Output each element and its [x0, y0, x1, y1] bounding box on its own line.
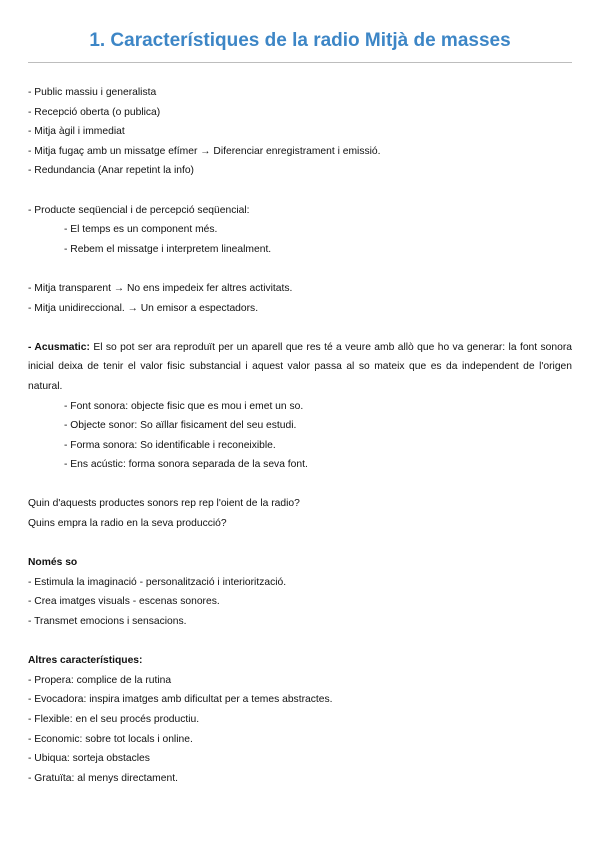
list-item: - Mitja àgil i immediat	[28, 126, 125, 138]
list-item: - Propera: complice de la rutina	[28, 674, 172, 686]
list-item: - Forma sonora: So identificable i reconeixible.	[64, 439, 276, 451]
list-item: - Ubiqua: sorteja obstacles	[28, 753, 150, 765]
acusmatic-text: El so pot ser ara reproduït per un aparell que res té a veure amb allò que ho va generar: la font sonora inicial deixa de tenir el valor fisic substancial i aquest valor passa al so mateix que es da independent de l'origen natural.	[28, 341, 573, 392]
list-item: - Transmet emocions i sensacions.	[28, 616, 187, 628]
list-item: - Gratuïta: al menys directament.	[28, 772, 178, 784]
document-body	[28, 63, 572, 788]
list-item: - El temps es un component més.	[64, 224, 218, 236]
list-item: - Estimula la imaginació - personalització i interiorització.	[28, 576, 287, 588]
list-item: - Objecte sonor: So aïllar fisicament del seu estudi.	[64, 420, 297, 432]
spacer	[28, 475, 572, 495]
acusmatic-label: - Acusmatic:	[28, 341, 90, 353]
intro-list	[28, 83, 572, 181]
altres-section	[28, 651, 572, 788]
list-item: - Mitja fugaç amb un missatge efímer → Diferenciar enregistrament i emissió.	[28, 145, 381, 157]
list-item: - Economic: sobre tot locals i online.	[28, 733, 193, 745]
acusmatic-section	[28, 338, 572, 475]
list-item: - Ens acústic: forma sonora separada de la seva font.	[64, 459, 308, 471]
questions	[28, 494, 572, 533]
list-item: - Mitja unidireccional. → Un emisor a espectadors.	[28, 302, 259, 314]
spacer	[28, 318, 572, 338]
list-item: - Crea imatges visuals - escenas sonores.	[28, 596, 220, 608]
list-item: - Redundancia (Anar repetint la info)	[28, 165, 194, 177]
spacer	[28, 181, 572, 201]
sequential-heading: - Producte seqüencial i de percepció seqüencial:	[28, 204, 250, 216]
spacer	[28, 632, 572, 652]
question: Quins empra la radio en la seva producció?	[28, 518, 227, 530]
list-item: - Evocadora: inspira imatges amb dificultat per a temes abstractes.	[28, 694, 333, 706]
list-item: - Rebem el missatge i interpretem linealment.	[64, 243, 272, 255]
acusmatic-paragraph	[28, 338, 572, 397]
question: Quin d'aquests productes sonors rep rep l'oient de la radio?	[28, 498, 300, 510]
transparent-list	[28, 279, 572, 318]
nomes-so-heading: Només so	[28, 557, 78, 569]
list-item: - Font sonora: objecte fisic que es mou i emet un so.	[64, 400, 304, 412]
page-title: 1. Característiques de la radio Mitjà de masses	[89, 30, 511, 51]
list-item: - Mitja transparent → No ens impedeix fer altres activitats.	[28, 282, 293, 294]
spacer	[28, 259, 572, 279]
nomes-so-section	[28, 553, 572, 631]
list-item: - Flexible: en el seu procés productiu.	[28, 714, 200, 725]
spacer	[28, 534, 572, 554]
sequential-section	[28, 201, 572, 260]
altres-heading: Altres característiques:	[28, 655, 143, 667]
list-item: - Public massiu i generalista	[28, 87, 157, 98]
list-item: - Recepció oberta (o publica)	[28, 106, 161, 118]
